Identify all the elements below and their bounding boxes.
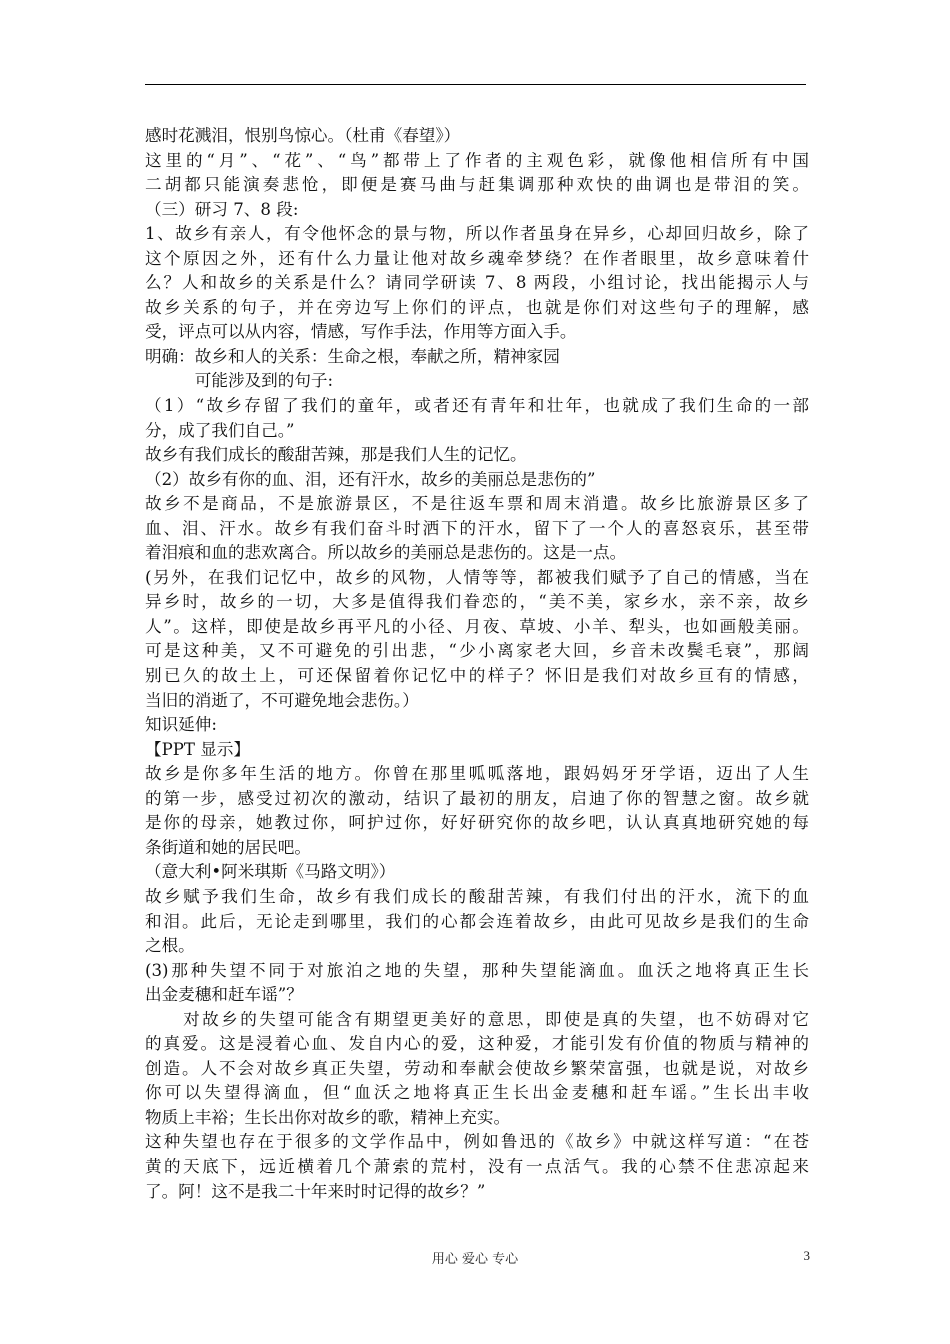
text-line: 故乡不是商品，不是旅游景区，不是往返车票和周末消遣。故乡比旅游景区多了 bbox=[145, 494, 809, 514]
text-line: 明确：故乡和人的关系：生命之根，奉献之所，精神家园 bbox=[145, 346, 560, 366]
text-line: 【PPT 显示】 bbox=[145, 739, 251, 759]
text-line: 么？人和故乡的关系是什么？请同学研读 7、8 两段，小组讨论，找出能揭示人与 bbox=[145, 273, 809, 293]
text-line: 当旧的消逝了，不可避免地会悲伤。） bbox=[145, 690, 419, 710]
text-line: （1）“故乡存留了我们的童年，或者还有青年和壮年，也就成了我们生命的一部 bbox=[145, 396, 809, 416]
text-line: 出金麦穗和赶车谣”？ bbox=[145, 985, 303, 1005]
text-line: 人”。这样，即使是故乡再平凡的小径、月夜、草坡、小羊、犁头，也如画般美丽。 bbox=[145, 616, 809, 636]
text-line: 故乡有我们成长的酸甜苦辣，那是我们人生的记忆。 bbox=[145, 445, 527, 465]
text-line: 可是这种美，又不可避免的引出悲，“少小离家老大回，乡音未改鬓毛衰”，那阔 bbox=[145, 641, 809, 661]
text-line: 别已久的故土上，可还保留着你记忆中的样子？怀旧是我们对故乡亘有的情感， bbox=[145, 666, 809, 686]
text-line: 受，评点可以从内容，情感，写作手法，作用等方面入手。 bbox=[145, 322, 577, 342]
text-line: 和泪。此后，无论走到哪里，我们的心都会连着故乡，由此可见故乡是我们的生命 bbox=[145, 911, 809, 931]
header-rule bbox=[145, 84, 806, 85]
text-line: 的真爱。这是浸着心血、发自内心的爱，这种爱，才能引发有价值的物质与精神的 bbox=[145, 1034, 809, 1054]
text-line: 故乡赋予我们生命，故乡有我们成长的酸甜苦辣，有我们付出的汗水，流下的血 bbox=[145, 886, 809, 906]
text-line: (3)那种失望不同于对旅泊之地的失望，那种失望能滴血。血沃之地将真正生长 bbox=[145, 960, 809, 980]
text-line: 这里的“月”、“花”、“鸟”都带上了作者的主观色彩，就像他相信所有中国 bbox=[145, 150, 809, 170]
text-line: 二胡都只能演奏悲怆，即便是赛马曲与赶集调那种欢快的曲调也是带泪的笑。 bbox=[145, 175, 809, 195]
text-line: 血、泪、汗水。故乡有我们奋斗时洒下的汗水，留下了一个人的喜怒哀乐，甚至带 bbox=[145, 518, 809, 538]
text-line: 异乡时，故乡的一切，大多是值得我们眷恋的，“美不美，家乡水，亲不亲，故乡 bbox=[145, 592, 809, 612]
text-line: 故乡是你多年生活的地方。你曾在那里呱呱落地，跟妈妈牙牙学语，迈出了人生 bbox=[145, 764, 809, 784]
text-line: （2）故乡有你的血、泪，还有汗水，故乡的美丽总是悲伤的” bbox=[145, 469, 596, 489]
text-line: 这个原因之外，还有什么力量让他对故乡魂牵梦绕？在作者眼里，故乡意味着什 bbox=[145, 248, 809, 268]
text-line: 创造。人不会对故乡真正失望，劳动和奉献会使故乡繁荣富强，也就是说，对故乡 bbox=[145, 1058, 809, 1078]
text-line: (另外，在我们记忆中，故乡的风物，人情等等，都被我们赋予了自己的情感，当在 bbox=[145, 567, 809, 587]
page-number: 3 bbox=[803, 1248, 810, 1263]
text-line: 知识延伸: bbox=[145, 715, 217, 735]
text-line: 条街道和她的居民吧。 bbox=[145, 837, 311, 857]
text-line: 感时花溅泪，恨别鸟惊心。（杜甫《春望》） bbox=[145, 126, 461, 145]
text-line: 着泪痕和血的悲欢离合。所以故乡的美丽总是悲伤的。这是一点。 bbox=[145, 543, 627, 563]
text-line: 物质上丰裕；生长出你对故乡的歌，精神上充实。 bbox=[145, 1107, 511, 1127]
text-line: 你可以失望得滴血，但“血沃之地将真正生长出金麦穗和赶车谣。”生长出丰收 bbox=[145, 1083, 809, 1103]
text-line: 对故乡的失望可能含有期望更美好的意思，即使是真的失望，也不妨碍对它 bbox=[145, 1009, 809, 1029]
text-line: 分，成了我们自己。” bbox=[145, 420, 295, 440]
text-line: 的第一步，感受过初次的激动，结识了最初的朋友，启迪了你的智慧之窗。故乡就 bbox=[145, 788, 809, 808]
text-line: 了。阿！这不是我二十年来时时记得的故乡？” bbox=[145, 1181, 486, 1201]
text-line: 可能涉及到的句子: bbox=[145, 371, 334, 391]
text-line: （三）研习 7、8 段: bbox=[145, 199, 299, 219]
footer-slogan: 用心 爱心 专心 bbox=[431, 1252, 519, 1267]
text-line: 黄的天底下，远近横着几个萧索的荒村，没有一点活气。我的心禁不住悲凉起来 bbox=[145, 1156, 809, 1176]
text-line: 1、故乡有亲人，有令他怀念的景与物，所以作者虽身在异乡，心却回归故乡，除了 bbox=[145, 224, 809, 244]
text-line: 故乡关系的句子，并在旁边写上你们的评点，也就是你们对这些句子的理解，感 bbox=[145, 297, 809, 317]
text-line: （意大利•阿米琪斯《马路文明》） bbox=[145, 862, 396, 882]
document-body bbox=[145, 124, 809, 1204]
text-line: 之根。 bbox=[145, 936, 195, 956]
text-line: 这种失望也存在于很多的文学作品中，例如鲁迅的《故乡》中就这样写道：“在苍 bbox=[145, 1132, 809, 1152]
text-line: 是你的母亲，她教过你，呵护过你，好好研究你的故乡吧，认认真真地研究她的每 bbox=[145, 813, 809, 833]
